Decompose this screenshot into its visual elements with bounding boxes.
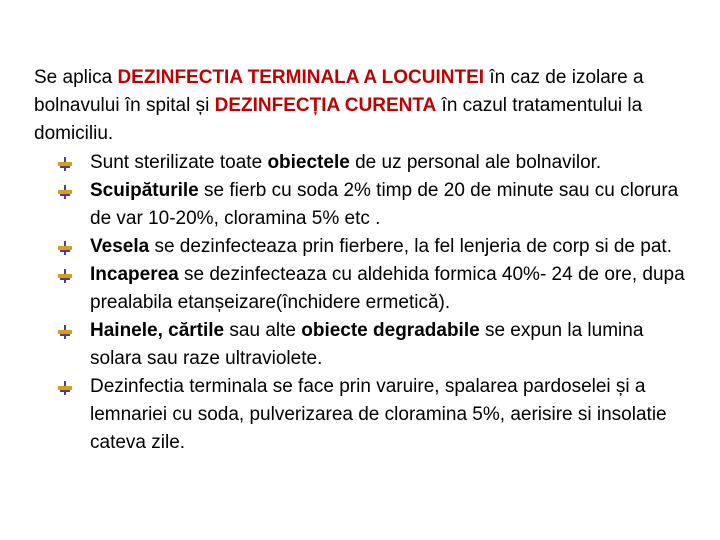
- item-bold: Vesela: [90, 236, 150, 257]
- lightning-bullet-icon: [58, 381, 72, 395]
- item-text-c: se fierb cu soda 2% timp de 20 de minute sau cu clorura de var 10-20%, cloramina 5% etc .: [90, 180, 679, 229]
- list-item: [58, 177, 698, 233]
- item-text-c: sau alte: [224, 320, 302, 341]
- item-text-a: Dezinfectia terminala se face prin varuire, spalarea pardoselei și a lemnariei cu soda, pulverizarea de cloramina 5%, aerisire si insolatie cateva zile.: [90, 376, 667, 453]
- item-bold: Incaperea: [90, 264, 179, 285]
- intro-text-1: Se aplica: [34, 67, 118, 88]
- list-item: [58, 317, 698, 373]
- bullet-list: [58, 149, 698, 457]
- intro-highlight-terminal: DEZINFECTIA TERMINALA A LOCUINTEI: [117, 67, 485, 88]
- item-text-c: de uz personal ale bolnavilor.: [349, 152, 602, 173]
- item-text-c: se dezinfecteaza prin fierbere, la fel lenjeria de corp si de pat.: [149, 236, 672, 257]
- lightning-bullet-icon: [58, 325, 72, 339]
- intro-text-3: în cazul tratamentului la domiciliu.: [34, 95, 643, 144]
- list-item: [58, 261, 698, 317]
- item-bold: Scuipăturile: [90, 180, 199, 201]
- list-item: [58, 149, 698, 177]
- list-item: [58, 233, 698, 261]
- lightning-bullet-icon: [58, 157, 72, 171]
- intro-paragraph: [34, 64, 694, 148]
- item-bold-2: obiecte degradabile: [301, 320, 480, 341]
- list-item: [58, 373, 698, 457]
- item-bold: obiectele: [267, 152, 350, 173]
- item-text-e: se expun la lumina solara sau raze ultraviolete.: [90, 320, 644, 369]
- intro-highlight-curenta: DEZINFECȚIA CURENTA: [214, 95, 437, 116]
- item-bold: Hainele, cărtile: [90, 320, 225, 341]
- lightning-bullet-icon: [58, 241, 72, 255]
- lightning-bullet-icon: [58, 269, 72, 283]
- lightning-bullet-icon: [58, 185, 72, 199]
- item-text-c: se dezinfecteaza cu aldehida formica 40%- 24 de ore, dupa prealabila etanșeizare(închidere ermetică).: [90, 264, 685, 313]
- intro-text-2: în caz de izolare a bolnavului în spital și: [34, 67, 644, 116]
- item-text-a: Sunt sterilizate toate: [90, 152, 268, 173]
